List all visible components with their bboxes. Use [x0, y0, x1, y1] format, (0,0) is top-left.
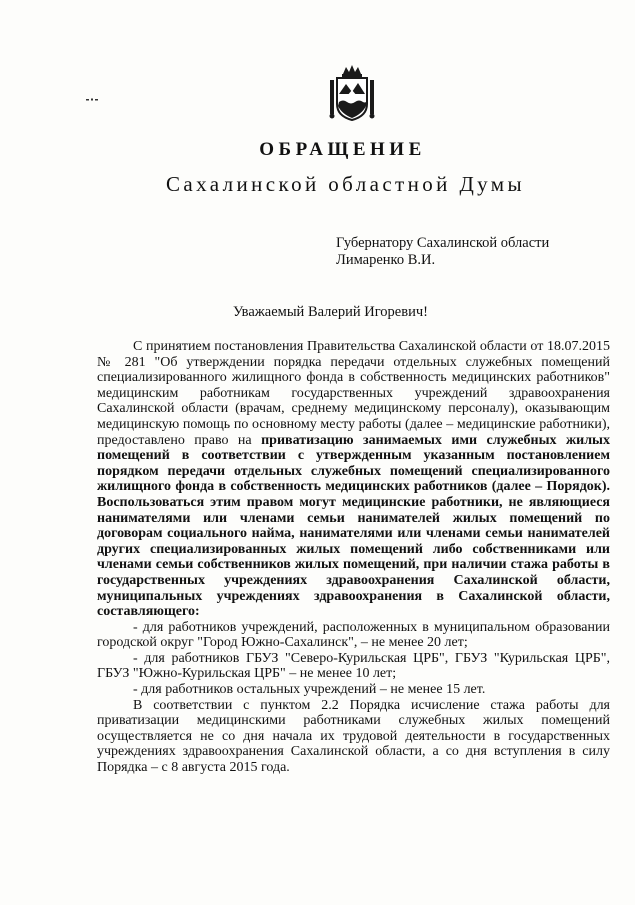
paragraph-2: В соответствии с пунктом 2.2 Порядка исчисление стажа работы для приватизации медицинскими работниками служебных жилых помещений осуществляется не со дня начала их трудовой деятельности в государственных учреждениях здравоохранения Сахалинской области, а со дня вступления в силу Порядка – с 8 августа 2015 года. — [97, 697, 610, 776]
list-item-2: - для работников ГБУЗ "Северо-Курильская ЦРБ", ГБУЗ "Курильская ЦРБ", ГБУЗ "Южно-Курильская ЦРБ" – не менее 10 лет; — [97, 650, 610, 682]
paragraph-1-bold-text: приватизацию занимаемых ими служебных жилых помещений в соответствии с утвержденным указанным постановлением порядком передачи отдельных служебных помещений специализированного жилищного фонда в собственность медицинских работников (далее – Порядок). Воспользоваться этим правом могут медицинские работники, не являющиеся нанимателями или членами семьи нанимателей жилых помещений по договорам социального найма, нанимателями или членами семьи нанимателей других специализированных жилых помещений либо собственниками или членами семьи собственников жилых помещений, при наличии стажа работы в государственных учреждениях здравоохранения Сахалинской области, муниципальных учреждениях здравоохранения в Сахалинской области, составляющего: — [97, 432, 610, 620]
scan-speck — [86, 98, 98, 101]
paragraph-1-normal-text: С принятием постановления Правительства Сахалинской области от 18.07.2015 № 281 "Об утверждении порядка передачи отдельных служебных помещений специализированного жилищного фонда в собственность медицинских работников" медицинским работникам государственных учреждений здравоохранения Сахалинской области (врачам, среднему медицинскому персоналу), оказывающим медицинскую помощь по основному месту работы (далее – медицинские работники), предоставлено право на — [97, 339, 610, 448]
list-item-1: - для работников учреждений, расположенных в муниципальном образовании городской округ "Город Южно-Сахалинск", – не менее 20 лет; — [97, 619, 610, 651]
addressee-position: Губернатору Сахалинской области — [336, 235, 550, 251]
document-subtitle: Сахалинской областной Думы — [166, 172, 525, 196]
addressee-name: Лимаренко В.И. — [336, 252, 436, 268]
greeting: Уважаемый Валерий Игоревич! — [233, 304, 428, 320]
paragraph-1 — [97, 339, 610, 620]
sakhalin-coat-of-arms-icon — [329, 64, 375, 122]
addressee-block — [336, 235, 549, 269]
document-title: ОБРАЩЕНИЕ — [259, 139, 426, 160]
list-item-3: - для работников остальных учреждений – не менее 15 лет. — [133, 682, 486, 698]
document-body — [97, 339, 610, 776]
